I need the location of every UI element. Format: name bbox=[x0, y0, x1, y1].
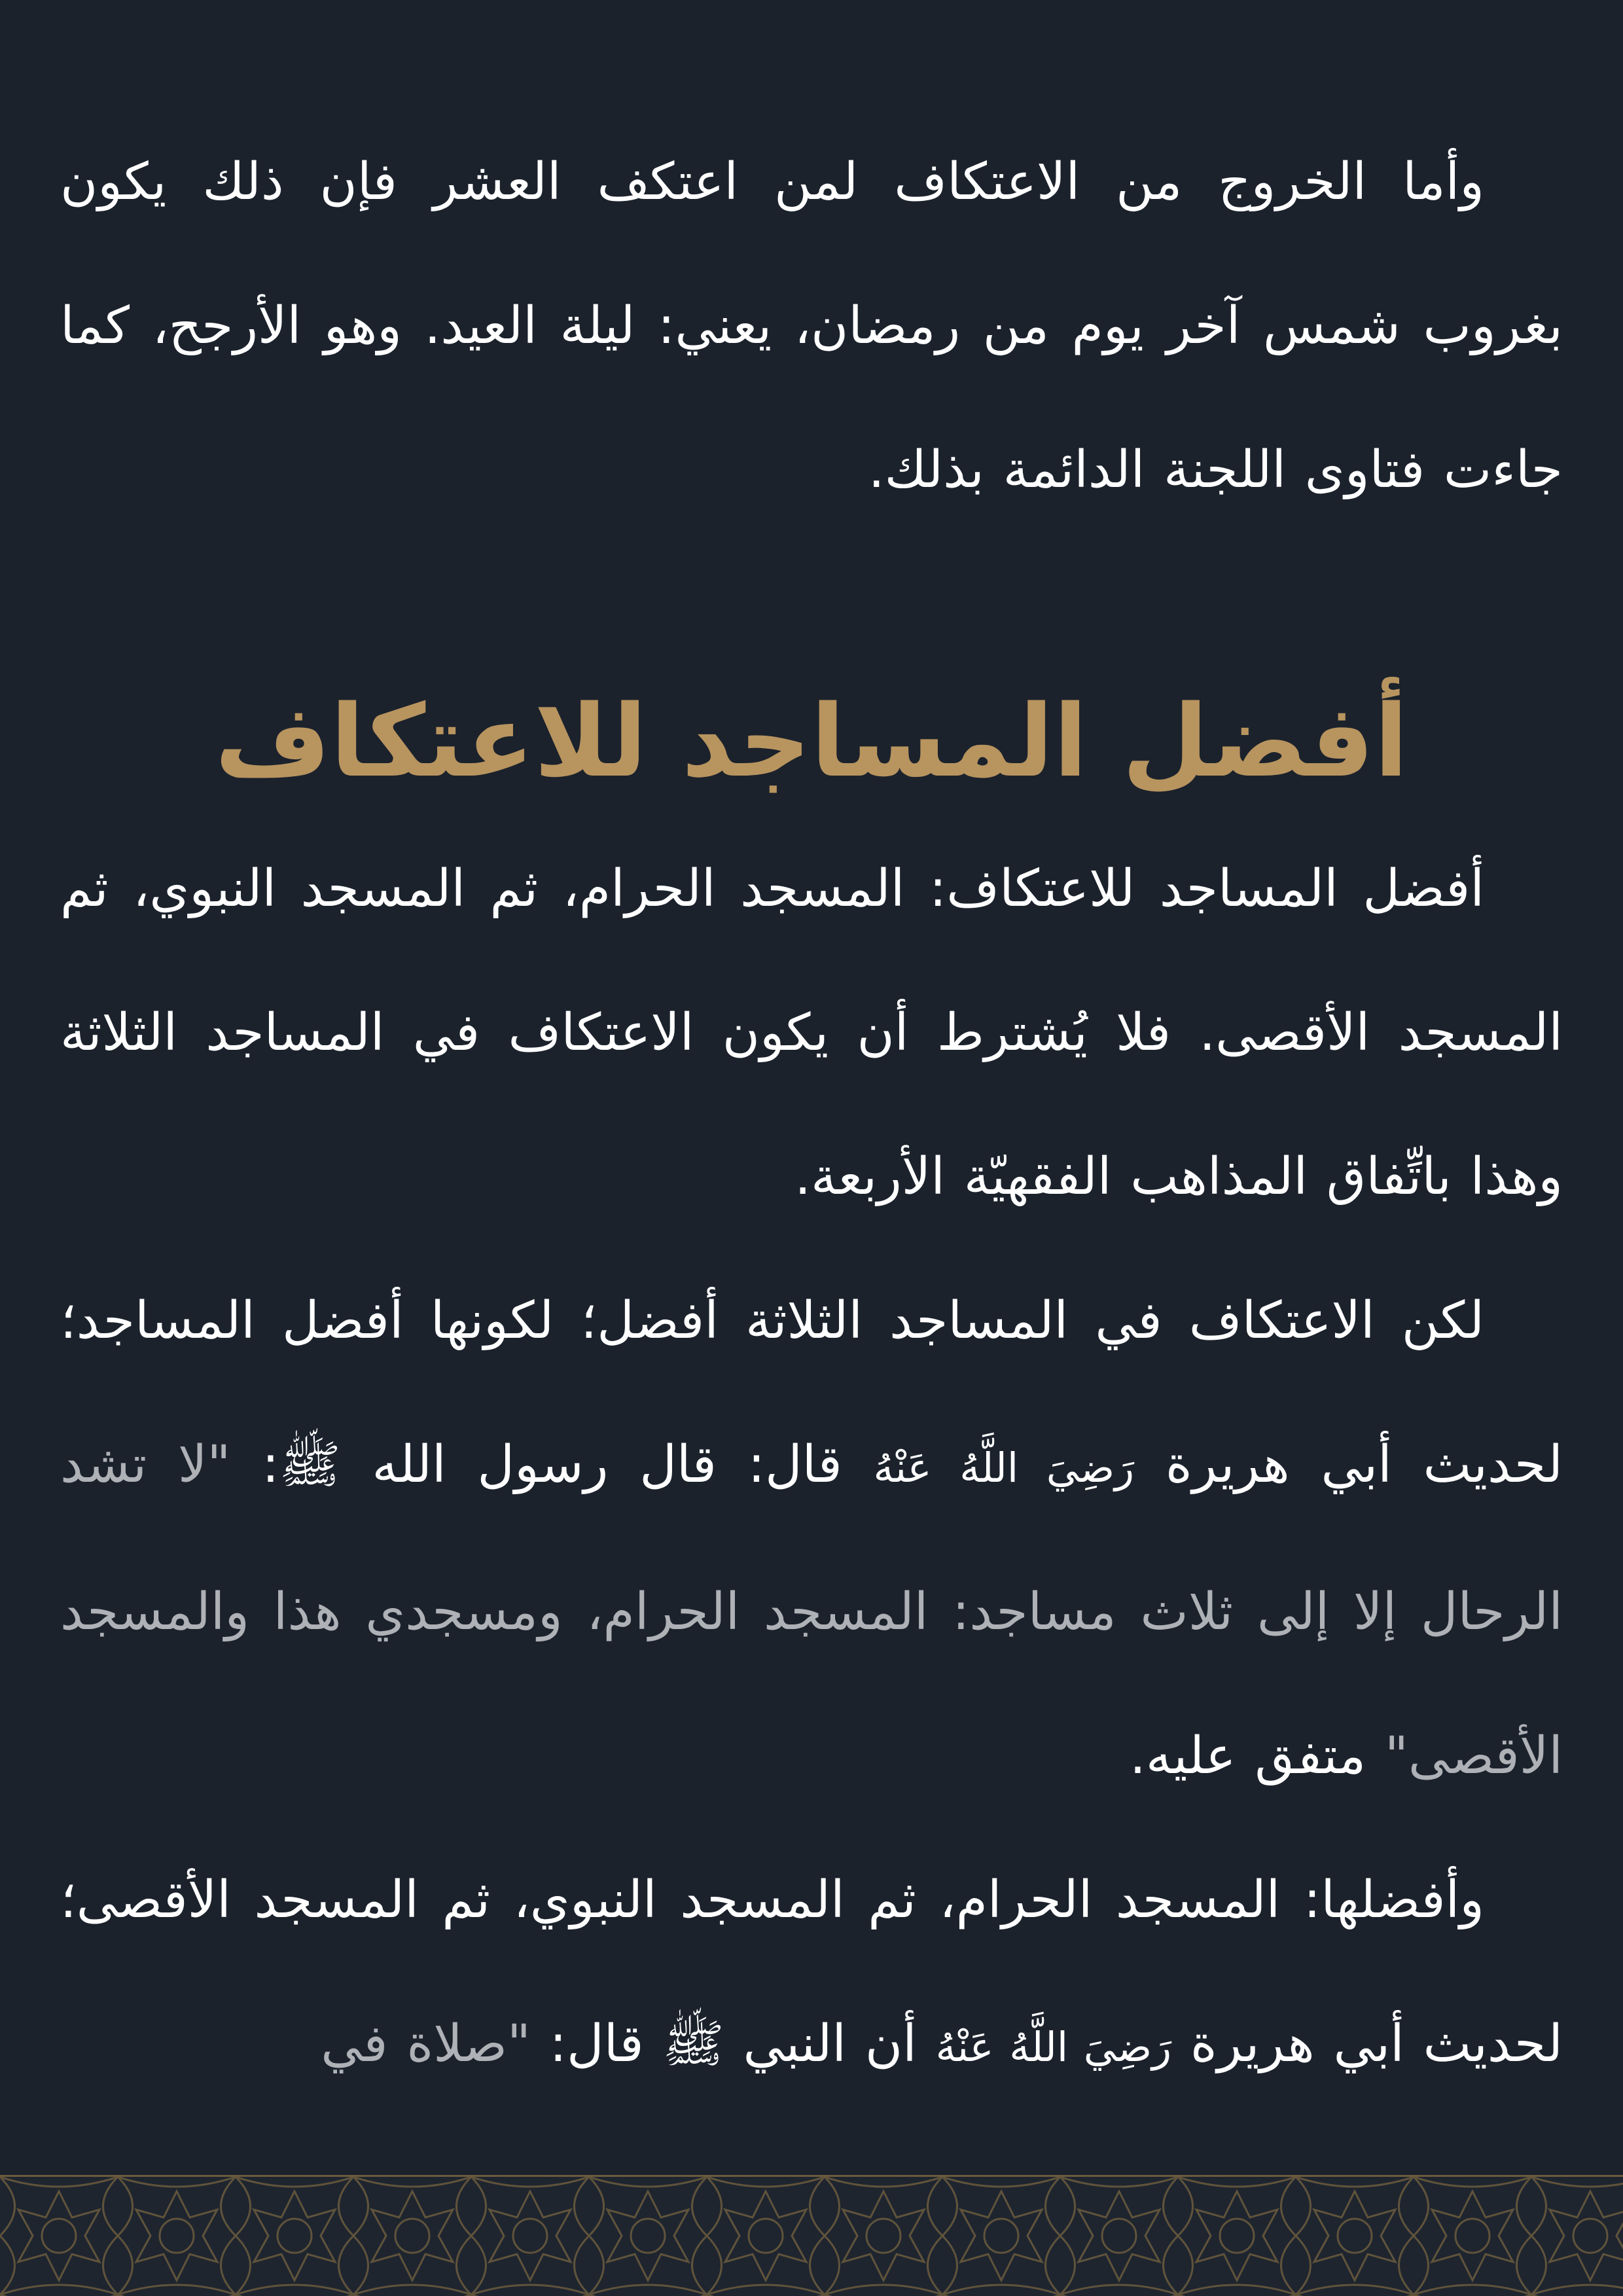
paragraph-three-mosques bbox=[60, 1249, 1563, 1828]
paragraph-text: قال: قال رسول الله bbox=[340, 1435, 874, 1494]
honorific-prophet: ﷺ bbox=[279, 1435, 341, 1494]
honorific-companion: رَضِيَ اللَّهُ عَنْهُ bbox=[935, 2023, 1172, 2071]
paragraph-text: أن النبي bbox=[724, 2015, 936, 2073]
ornament-footer bbox=[0, 2175, 1623, 2296]
paragraph-text: وأفضلها: المسجد الحرام، ثم المسجد النبوي، ثم المسجد الأقصى؛ لحديث أبي هريرة bbox=[60, 1871, 1563, 2073]
paragraph-text: لكن الاعتكاف في المساجد الثلاثة أفضل؛ لكونها أفضل المساجد؛ لحديث أبي هريرة bbox=[60, 1291, 1563, 1494]
paragraph-text: : bbox=[230, 1435, 279, 1494]
page-content bbox=[60, 110, 1563, 2119]
honorific-companion: رَضِيَ اللَّهُ عَنْهُ bbox=[873, 1444, 1135, 1492]
paragraph-itikaf-exit: وأما الخروج من الاعتكاف لمن اعتكف العشر فإن ذلك يكون بغروب شمس آخر يوم من رمضان، يعني: ليلة العيد. وهو الأرجح، كما جاءت فتاوى اللجنة الدائمة بذلك. bbox=[60, 152, 1563, 499]
hadith-quote: "لا تشد الرحال إلا إلى ثلاث مساجد: المسجد الحرام، ومسجدي هذا والمسجد الأقصى" bbox=[60, 1435, 1563, 1785]
section-spacer bbox=[60, 542, 1563, 666]
paragraph-text: متفق عليه. bbox=[1130, 1727, 1385, 1785]
paragraph-best-mosques: أفضل المساجد للاعتكاف: المسجد الحرام، ثم المسجد النبوي، ثم المسجد الأقصى. فلا يُشترط أن يكون الاعتكاف في المساجد الثلاثة وهذا باتِّفاق المذاهب الفقهيّة الأربعة. bbox=[60, 859, 1563, 1206]
section-heading: أفضل المساجد للاعتكاف bbox=[215, 683, 1408, 799]
honorific-prophet: ﷺ bbox=[662, 2015, 724, 2073]
geometric-pattern bbox=[0, 2177, 1623, 2296]
hadith-quote: "صلاة في bbox=[321, 2015, 531, 2073]
paragraph-text: قال: bbox=[530, 2015, 663, 2073]
paragraph-ranking bbox=[60, 1828, 1563, 2119]
